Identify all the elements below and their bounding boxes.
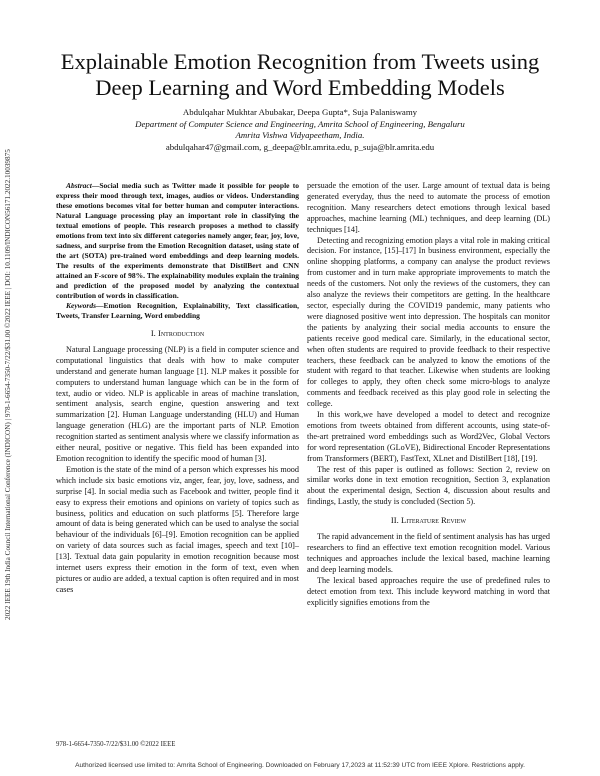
intro-paragraph-2: Emotion is the state of the mind of a person which expresses his mood which include six basic emotions viz, anger, fear, joy, love, sadness, and surprise [4]. In social media such as Facebook and twitter, people find it easy to express their emotions and opinions on variety of topics such as business, politics and education on such platforms [5]. Therefore large amount of data is being generated which can be used to analyse the social behaviour of the individuals [6]–[9]. Emotion recognition can be applied on variety of data sources such as facial images, speech and text [10]–[13]. Textual data gain popularity in emotion recognition because most internet users express their emotion in the form of text, even when pictures or audio are added, a textual caption is often required and in most cases: [56, 464, 299, 594]
right-column: [307, 181, 550, 608]
abstract-paragraph: [56, 181, 299, 301]
paper-title: Explainable Emotion Recognition from Tweets using Deep Learning and Word Embedding Models: [60, 49, 540, 100]
keywords-text: —Emotion Recognition, Explainability, Text classification, Tweets, Transfer Learning, Word embedding: [56, 301, 299, 320]
abstract-text: —Social media such as Twitter made it possible for people to express their mood through text, images, audios or videos. Understanding these emotions becomes vital for better human and computer interactions. Natural Language processing play an important role in classifying the textual emotions of people. This research proposes a method to classify emotions from text into six different categories namely anger, fear, joy, love, sadness, and surprise from the Emotion Recognition dataset, using state of the art (SOTA) pre-trained word embeddings and deep learning models. The results of the experiments demonstrate that DistilBert and CNN attained an F-score of 98%. The explainability modules explain the training and prediction of the proposed model by analyzing the contextual contribution of words in classification.: [56, 181, 299, 300]
section-heading-introduction: I. Introduction: [150, 328, 205, 338]
intro-paragraph-1: Natural Language processing (NLP) is a field in computer science and computational linguistics that deals with how to make computer understand and generate human language [1]. NLP makes it possible for computers to understand human language which can be in the form of text, audio or video. NLP is applicable in areas of machine translation, sentiment analysis, search engine, question answering and text summarization [2]. Human Language understanding (HLU) and Human language generation (HLG) are the important parts of NLP. Emotion recognition started as sentiment analysis where we classify information as either neural, positive or negative. This field has been expanded into Emotion recognition to identify the specific mood of human [3].: [56, 344, 299, 463]
section-heading-literature-review: II. Literature Review: [390, 515, 467, 526]
intro-paragraph-4: In this work,we have developed a model to detect and recognize emotions from tweets obtained from different accounts, using state-of-the-art pretrained word embeddings such as Word2Vec, Global Vectors for word representation (GLoVE), Bidirectional Encoder Representations from Transformers (BERT), FastText, XLnet and DistilBert [18], [19].: [307, 410, 550, 463]
doi-side-stamp: [4, 140, 18, 620]
author-block: [40, 107, 560, 153]
affiliation-line-1: Department of Computer Science and Engineering, Amrita School of Engineering, Bengaluru: [135, 118, 465, 129]
intro-paragraph-3: Detecting and recognizing emotion plays a vital role in making critical decision. For instance, [15]–[17] In business environment, especially the online shopping platforms, a company can analyse the product reviews from customer and in turn make appropriate improvements to match the needs of the customers. Not only the reviews of the customers, they can also analyze the reviews their competitors are getting. In the healthcare sector, especially during the COVID19 pandemic, many patients who were diagnosed positive went into depression. The hospitals can monitor the patients by analyzing their social media accounts to ensure the patients receive good medical care. Similarly, in the educational sector, when often students are required to provide feedback to their respective teachers, these feedback can be analyzed to know the emotions of the student with regard to that teacher. Likewise when students are looking for colleges to apply, they often check some micro-blogs to analyze comments and feedback received as this play good role in selecting the college.: [307, 235, 550, 409]
lit-paragraph-1: The rapid advancement in the field of sentiment analysis has has urged researchers to find an effective text emotion recognition model. Various techniques and approaches include the lexical based, machine learning and deep learning models.: [307, 532, 550, 574]
keywords-paragraph: [56, 301, 299, 321]
abstract-block: [56, 181, 299, 321]
author-names: Abdulqahar Mukhtar Abubakar, Deepa Gupta*, Suja Palaniswamy: [182, 107, 418, 117]
side-stamp-text: 2022 IEEE 19th India Council International Conference (INDICON) | 978-1-6654-7350-7/22/$31.00 ©2022 IEEE | DOI: 10.1109/INDICON56171.2022.10039875: [4, 149, 12, 620]
keywords-label: Keywords: [66, 301, 96, 310]
left-column: [56, 181, 299, 596]
copyright-notice: 978-1-6654-7350-7/22/$31.00 ©2022 IEEE: [56, 741, 176, 748]
intro-paragraph-5: The rest of this paper is outlined as follows: Section 2, review on similar works done in text emotion recognition, Section 3, explanation about the experimental design, Section 4, discussion about results and findings, Lastly, the study is concluded (Section 5).: [307, 464, 550, 507]
download-footer: Authorized licensed use limited to: Amrita School of Engineering. Downloaded on February 17,2023 at 11:52:39 UTC from IEEE Xplore. Restrictions apply.: [75, 762, 525, 769]
author-emails: abdulqahar47@gmail.com, g_deepa@blr.amrita.edu, p_suja@blr.amrita.edu: [165, 141, 435, 152]
affiliation-line-2: Amrita Vishwa Vidyapeetham, India.: [235, 130, 365, 140]
lit-paragraph-2: The lexical based approaches require the use of predefined rules to detect emotion from text. This include keyword matching in word that explicitly signifies emotions from the: [307, 575, 550, 607]
abstract-label: Abstract: [66, 181, 92, 190]
intro-paragraph-continued: persuade the emotion of the user. Large amount of textual data is being generated everyday, thus the need to automate the process of emotion recognition. Many researchers detect emotions through lexical based approaches, machine learning (ML) techniques, and deep learning (DL) techniques [14].: [307, 181, 550, 234]
